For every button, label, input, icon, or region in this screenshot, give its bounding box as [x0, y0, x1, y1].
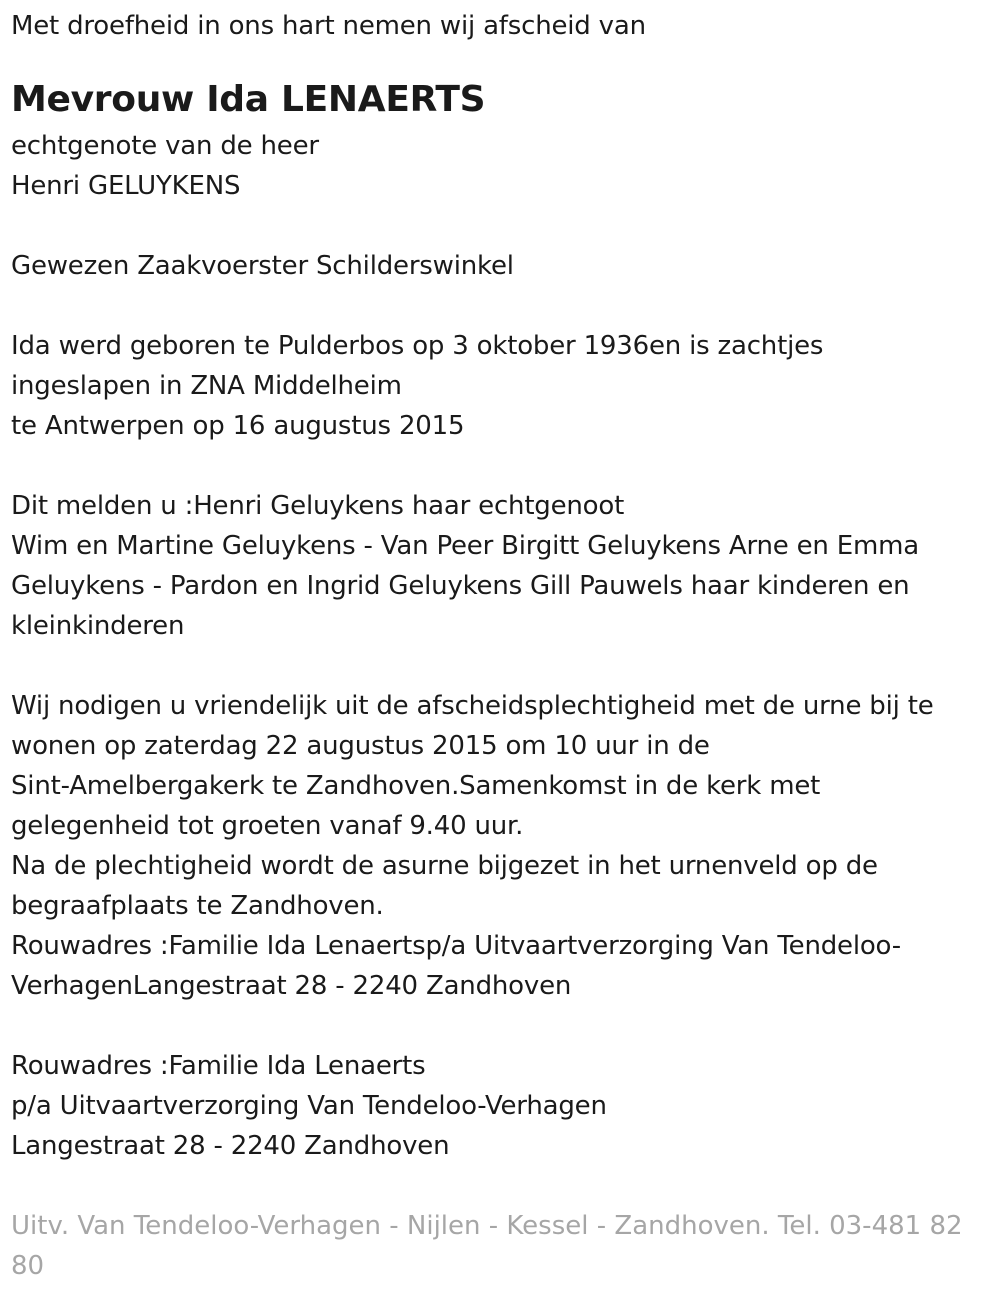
- birth-line: te Antwerpen op 16 augustus 2015: [11, 411, 465, 441]
- announcers-line: kleinkinderen: [11, 611, 185, 641]
- address-section: [11, 1046, 986, 1166]
- spouse-line: echtgenote van de heer: [11, 131, 319, 161]
- occupation-text: Gewezen Zaakvoerster Schilderswinkel: [11, 251, 514, 281]
- announcers-section: [11, 486, 986, 646]
- birth-line: ingeslapen in ZNA Middelheim: [11, 371, 402, 401]
- announcers-line: Wim en Martine Geluykens - Van Peer Birgitt Geluykens Arne en Emma: [11, 531, 919, 561]
- address-line: Rouwadres :Familie Ida Lenaerts: [11, 1051, 426, 1081]
- ceremony-line: begraafplaats te Zandhoven.: [11, 891, 384, 921]
- address-line: p/a Uitvaartverzorging Van Tendeloo-Verhagen: [11, 1091, 607, 1121]
- address-line: Langestraat 28 - 2240 Zandhoven: [11, 1131, 450, 1161]
- ceremony-line: Na de plechtigheid wordt de asurne bijgezet in het urnenveld op de: [11, 851, 878, 881]
- spouse-name: Henri GELUYKENS: [11, 171, 241, 201]
- spouse-section: [11, 126, 986, 206]
- ceremony-line: wonen op zaterdag 22 augustus 2015 om 10 uur in de: [11, 731, 710, 761]
- birth-line: Ida werd geboren te Pulderbos op 3 oktober 1936en is zachtjes: [11, 331, 824, 361]
- birth-section: [11, 326, 986, 446]
- ceremony-line: VerhagenLangestraat 28 - 2240 Zandhoven: [11, 971, 572, 1001]
- funeral-home-footer: Uitv. Van Tendeloo-Verhagen - Nijlen - Kessel - Zandhoven. Tel. 03-481 82 80: [11, 1211, 963, 1281]
- ceremony-line: Wij nodigen u vriendelijk uit de afscheidsplechtigheid met de urne bij te: [11, 691, 934, 721]
- obituary-notice: [11, 0, 986, 1286]
- ceremony-line: Rouwadres :Familie Ida Lenaertsp/a Uitvaartverzorging Van Tendeloo-: [11, 931, 901, 961]
- ceremony-line: gelegenheid tot groeten vanaf 9.40 uur.: [11, 811, 524, 841]
- announcers-line: Dit melden u :Henri Geluykens haar echtgenoot: [11, 491, 625, 521]
- deceased-name: Mevrouw Ida LENAERTS: [11, 79, 486, 120]
- announcers-line: Geluykens - Pardon en Ingrid Geluykens Gill Pauwels haar kinderen en: [11, 571, 910, 601]
- ceremony-line: Sint-Amelbergakerk te Zandhoven.Samenkomst in de kerk met: [11, 771, 821, 801]
- intro-text: Met droefheid in ons hart nemen wij afscheid van: [11, 11, 646, 41]
- ceremony-section: [11, 686, 986, 1006]
